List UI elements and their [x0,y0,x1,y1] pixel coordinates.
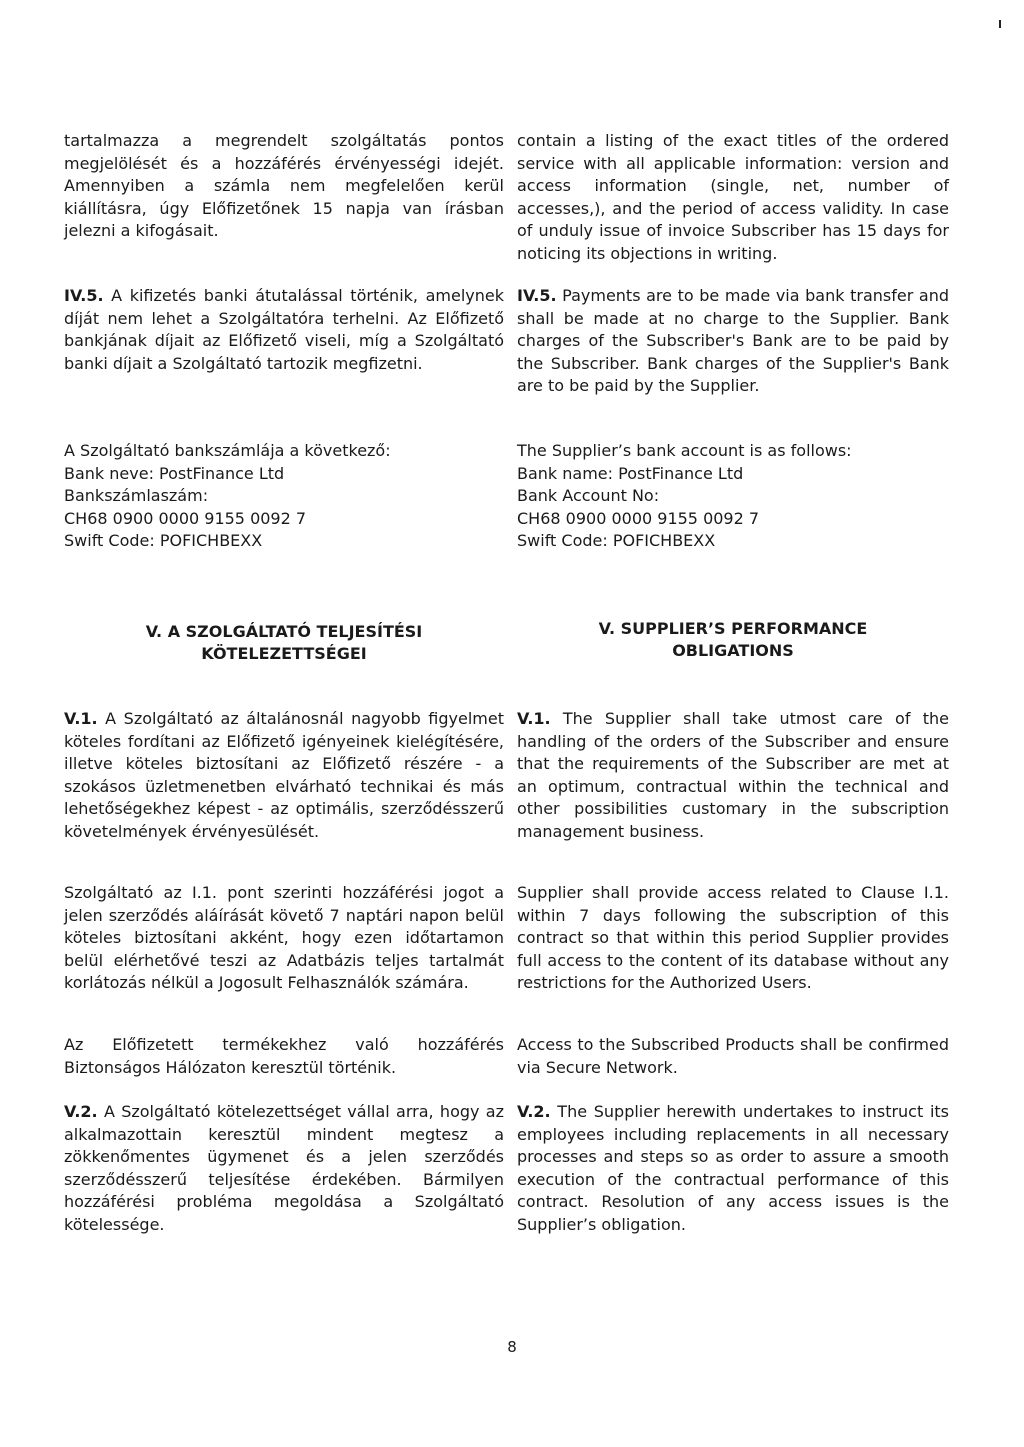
clause-number: IV.5. [517,286,557,305]
left-clause-iv5 [64,285,504,375]
clause-number: V.2. [517,1102,551,1121]
left-paragraph-network: Az Előfizetett termékekhez való hozzáférés Biztonságos Hálózaton keresztül történik. [64,1035,504,1077]
left-section-heading: V. A SZOLGÁLTATÓ TELJESÍTÉSI KÖTELEZETTSÉGEI [145,622,423,663]
left-bank-details: A Szolgáltató bankszámlája a következő: Bank neve: PostFinance Ltd Bankszámlaszám: CH68 0900 0000 9155 0092 7 Swift Code: POFICHBEXX [64,441,391,551]
clause-text: A Szolgáltató az általánosnál nagyobb figyelmet köteles fordítani az Előfizető igényeinek kielégítésére, illetve köteles biztosítani az Előfizető részére - a szokásos üzletmenetben elvárható technikai és más lehetőségekhez képest - az optimális, szerződésszerű követelmények érvényesülését. [64,709,505,841]
right-paragraph-access: Supplier shall provide access related to Clause I.1. within 7 days following the subscription of this contract so that within this period Supplier provides full access to the content of its database without any restrictions for the Authorized Users. [517,883,949,993]
clause-number: V.2. [64,1102,98,1121]
right-section-heading: V. SUPPLIER’S PERFORMANCE OBLIGATIONS [598,619,868,660]
right-clause-v2 [517,1101,949,1237]
clause-number: V.1. [517,709,551,728]
right-clause-v1 [517,708,949,844]
left-clause-v2 [64,1101,504,1237]
page-number: 8 [507,1338,517,1356]
left-paragraph-invoice: tartalmazza a megrendelt szolgáltatás pontos megjelölését és a hozzáférés érvényességi idejét. Amennyiben a számla nem megfelelően kerül kiállításra, úgy Előfizetőnek 15 napja van írásban jelezni a kifogásait. [64,131,504,241]
clause-text: Payments are to be made via bank transfer and shall be made at no charge to the Supplier. Bank charges of the Subscriber's Bank are to be paid by the Subscriber. Bank charges of the Supplier's Bank are to be paid by the Supplier. [517,286,949,396]
right-paragraph-network: Access to the Subscribed Products shall be confirmed via Secure Network. [517,1035,949,1077]
right-bank-details: The Supplier’s bank account is as follows: Bank name: PostFinance Ltd Bank Account No: CH68 0900 0000 9155 0092 7 Swift Code: POFICHBEXX [517,441,852,551]
left-paragraph-access: Szolgáltató az I.1. pont szerinti hozzáférési jogot a jelen szerződés aláírását követő 7 naptári napon belül köteles biztosítani akként, hogy ezen időtartamon belül elérhetővé teszi az Adatbázis teljes tartalmát korlátozás nélkül a Jogosult Felhasználók számára. [64,883,504,993]
clause-text: A kifizetés banki átutalással történik, amelynek díját nem lehet a Szolgáltatóra terhelni. Az Előfizető bankjának díjait az Előfizető viseli, míg a Szolgáltató banki díjait a Szolgáltató tartozik megfizetni. [64,286,504,373]
right-clause-iv5 [517,285,949,398]
right-paragraph-invoice: contain a listing of the exact titles of the ordered service with all applicable information: version and access information (single, net, number of accesses,), and the period of access validity. In case of unduly issue of invoice Subscriber has 15 days for noticing its objections in writing. [517,131,949,263]
clause-text: The Supplier shall take utmost care of the handling of the orders of the Subscriber and ensure that the requirements of the Subscriber are met at an optimum, contractual within the technical and other possibilities customary in the subscription management business. [517,709,949,841]
clause-number: V.1. [64,709,98,728]
clause-text: The Supplier herewith undertakes to instruct its employees including replacements in all necessary processes and steps so as order to assure a smooth execution of the contractual performance of this contract. Resolution of any access issues is the Supplier’s obligation. [517,1102,949,1234]
clause-number: IV.5. [64,286,104,305]
clause-text: A Szolgáltató kötelezettséget vállal arra, hogy az alkalmazottain keresztül mindent megtesz a zökkenőmentes ügymenet és a jelen szerződés szerződésszerű teljesítése érdekében. Bármilyen hozzáférési probléma megoldása a Szolgáltató kötelessége. [64,1102,505,1234]
scan-mark [999,20,1001,28]
left-clause-v1 [64,708,504,844]
